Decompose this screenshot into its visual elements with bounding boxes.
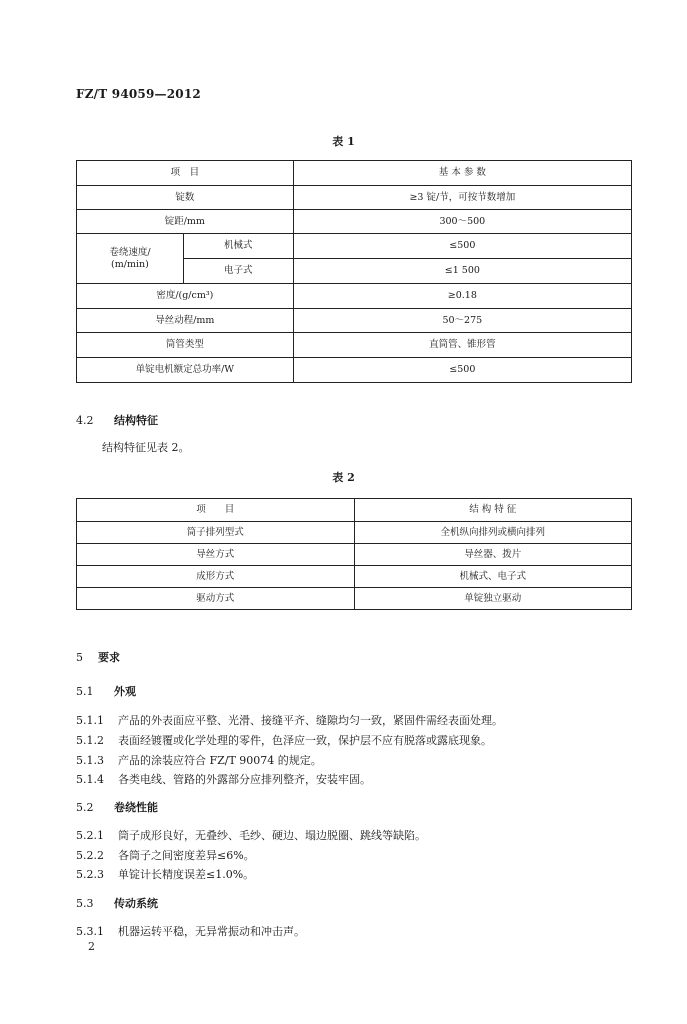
page-number: 2 (88, 940, 95, 953)
table1-cell-item: 密度/(g/cm³) (77, 284, 294, 309)
table2 (76, 498, 632, 610)
section-5-heading (76, 649, 120, 665)
section-number: 5.1 (76, 685, 94, 698)
table2-cell-item: 成形方式 (77, 566, 355, 588)
section-title: 要求 (98, 651, 120, 664)
clause-number: 5.2.3 (76, 868, 104, 881)
clause-number: 5.2.2 (76, 849, 104, 862)
table1-cell-value: ≥3 锭/节，可按节数增加 (293, 186, 631, 210)
clause-number: 5.1.3 (76, 754, 104, 767)
section-4-2-text: 结构特征见表 2。 (102, 441, 190, 454)
table1-cell-value: 300～500 (293, 210, 631, 234)
clause-text: 单锭计长精度误差≤1.0%。 (118, 868, 255, 881)
section-title: 外观 (114, 685, 136, 698)
clause-number: 5.1.4 (76, 773, 104, 786)
table2-cell-item: 驱动方式 (77, 588, 355, 610)
clause-5-2-1 (76, 827, 426, 843)
section-title: 结构特征 (114, 414, 158, 427)
clause-text: 机器运转平稳，无异常振动和冲击声。 (118, 925, 305, 938)
clause-5-1-2 (76, 732, 492, 748)
table1-cell-subitem: 电子式 (183, 259, 293, 284)
table1 (76, 160, 632, 383)
clause-number: 5.1.1 (76, 714, 104, 727)
table2-cell-item: 筒子排列型式 (77, 522, 355, 544)
section-title: 卷绕性能 (114, 801, 158, 814)
table2-cell-value: 机械式、电子式 (354, 566, 632, 588)
table1-cell-item: 单锭电机额定总功率/W (77, 358, 294, 383)
table1-cell-value: 50～275 (293, 309, 631, 333)
table1-cell-value: ≤1 500 (293, 259, 631, 284)
table1-cell-subitem: 机械式 (183, 234, 293, 259)
table1-cell-value: ≤500 (293, 358, 631, 383)
section-number: 5.2 (76, 801, 94, 814)
clause-number: 5.3.1 (76, 925, 104, 938)
table1-cell-item: 导丝动程/mm (77, 309, 294, 333)
clause-text: 表面经镀覆或化学处理的零件，色泽应一致，保护层不应有脱落或露底现象。 (118, 734, 492, 747)
table1-cell-value: 直筒管、锥形管 (293, 333, 631, 358)
table1-header-item: 项 目 (77, 161, 294, 186)
section-number: 5 (76, 651, 83, 664)
clause-5-2-2 (76, 847, 255, 863)
section-5-1-heading (76, 683, 136, 699)
section-5-3-heading (76, 895, 158, 911)
clause-text: 筒子成形良好，无叠纱、毛纱、硬边、塌边脱圈、跳线等缺陷。 (118, 829, 426, 842)
table1-cell-value: ≤500 (293, 234, 631, 259)
table1-header-param: 基 本 参 数 (293, 161, 631, 186)
table2-cell-value: 单锭独立驱动 (354, 588, 632, 610)
section-4-2-heading (76, 412, 158, 428)
clause-5-1-3 (76, 752, 322, 768)
table2-header-feature: 结 构 特 征 (354, 499, 632, 522)
table1-caption: 表 1 (332, 135, 355, 148)
table1-cell-item: 卷绕速度/ (m/min) (77, 234, 184, 284)
table1-cell-item: 锭距/mm (77, 210, 294, 234)
table1-cell-item: 锭数 (77, 186, 294, 210)
table2-caption: 表 2 (332, 471, 355, 484)
clause-5-3-1 (76, 923, 305, 939)
clause-text: 各筒子之间密度差异≤6%。 (118, 849, 255, 862)
document-header: FZ/T 94059—2012 (76, 87, 201, 101)
table2-header-item: 项 目 (77, 499, 355, 522)
clause-text: 各类电线、管路的外露部分应排列整齐，安装牢固。 (118, 773, 371, 786)
clause-5-2-3 (76, 866, 254, 882)
clause-5-1-1 (76, 712, 503, 728)
clause-number: 5.1.2 (76, 734, 104, 747)
table1-cell-value: ≥0.18 (293, 284, 631, 309)
section-5-2-heading (76, 799, 158, 815)
table2-cell-value: 全机纵向排列或横向排列 (354, 522, 632, 544)
section-number: 5.3 (76, 897, 94, 910)
clause-text: 产品的涂装应符合 FZ/T 90074 的规定。 (118, 754, 322, 767)
clause-5-1-4 (76, 771, 371, 787)
section-title: 传动系统 (114, 897, 158, 910)
table1-cell-item: 筒管类型 (77, 333, 294, 358)
clause-text: 产品的外表面应平整、光滑、接缝平齐、缝隙均匀一致，紧固件需经表面处理。 (118, 714, 503, 727)
section-number: 4.2 (76, 414, 94, 427)
clause-number: 5.2.1 (76, 829, 104, 842)
table2-cell-item: 导丝方式 (77, 544, 355, 566)
table2-cell-value: 导丝器、拨片 (354, 544, 632, 566)
